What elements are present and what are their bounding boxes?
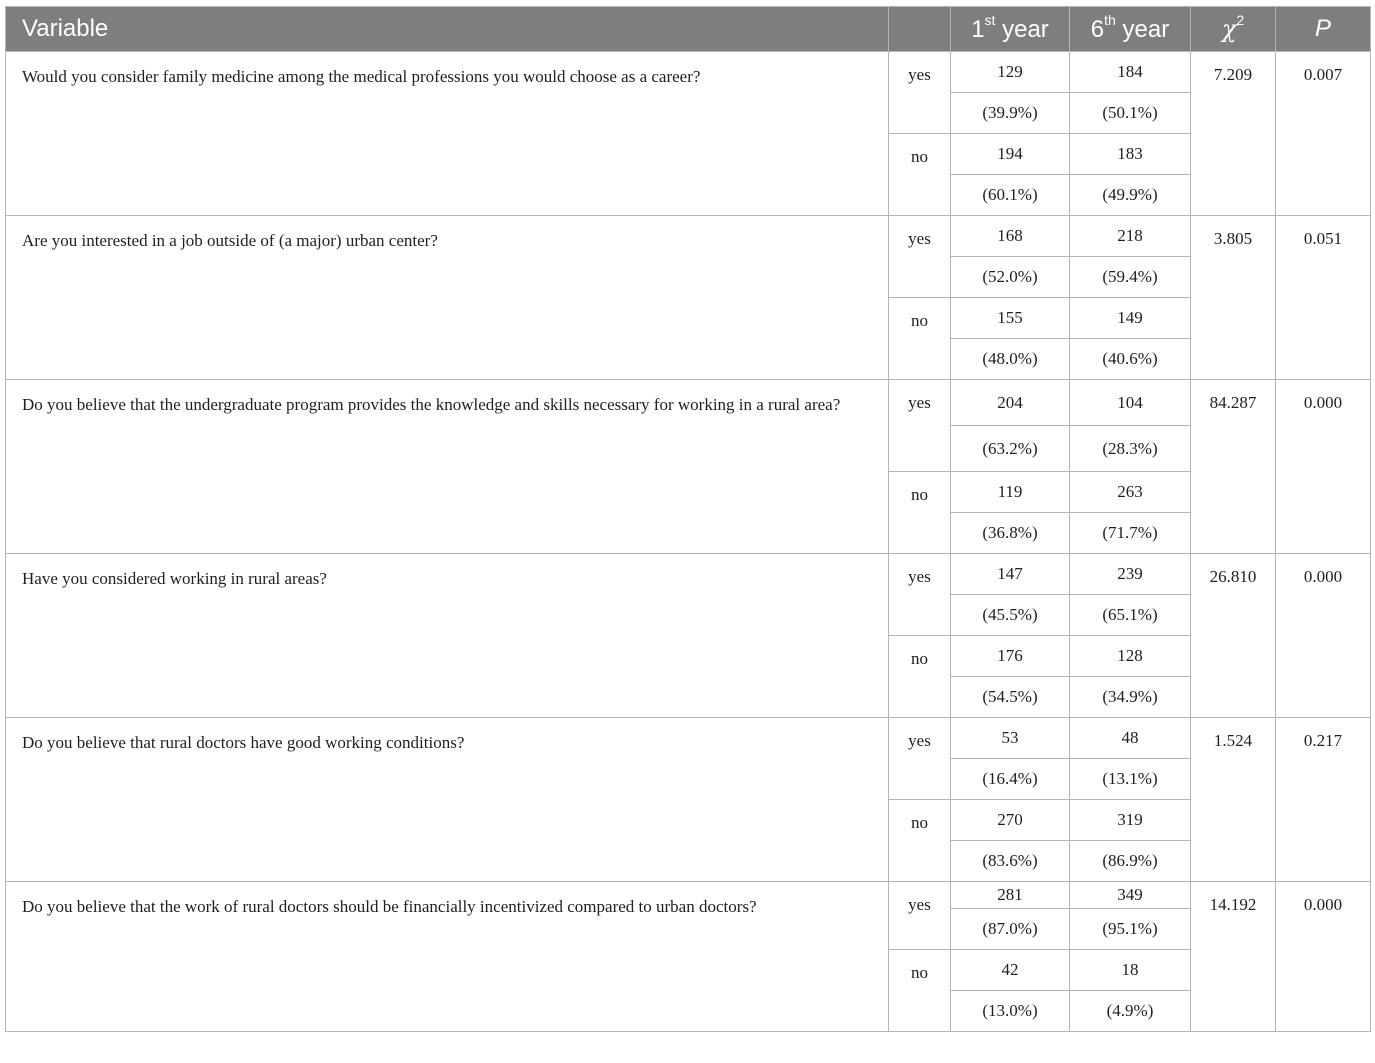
question-cell: Do you believe that the work of rural doctors should be financially incentivized compared to urban doctors? <box>6 882 889 1032</box>
year6-percent: (65.1%) <box>1070 595 1191 636</box>
answer-no: no <box>889 472 951 554</box>
table-row <box>6 718 1371 759</box>
chi-square-value: 14.192 <box>1191 882 1276 1032</box>
p-value: 0.007 <box>1276 52 1371 216</box>
year6-percent: (50.1%) <box>1070 93 1191 134</box>
p-value: 0.000 <box>1276 882 1371 1032</box>
header-variable: Variable <box>6 7 889 52</box>
year6-count: 149 <box>1070 298 1191 339</box>
results-table <box>5 6 1371 1032</box>
header-year6: 6th year <box>1070 7 1191 52</box>
question-cell: Would you consider family medicine among the medical professions you would choose as a career? <box>6 52 889 216</box>
answer-yes: yes <box>889 380 951 472</box>
chi-square-value: 7.209 <box>1191 52 1276 216</box>
year1-percent: (36.8%) <box>951 513 1070 554</box>
year1-count: 119 <box>951 472 1070 513</box>
p-value: 0.217 <box>1276 718 1371 882</box>
year1-count: 270 <box>951 800 1070 841</box>
answer-no: no <box>889 298 951 380</box>
year6-count: 349 <box>1070 882 1191 909</box>
table-header <box>6 7 1371 52</box>
table-row <box>6 882 1371 909</box>
year6-percent: (71.7%) <box>1070 513 1191 554</box>
year6-count: 319 <box>1070 800 1191 841</box>
p-value: 0.000 <box>1276 554 1371 718</box>
chi-square-value: 1.524 <box>1191 718 1276 882</box>
question-cell: Are you interested in a job outside of (a major) urban center? <box>6 216 889 380</box>
year1-percent: (83.6%) <box>951 841 1070 882</box>
answer-no: no <box>889 800 951 882</box>
answer-no: no <box>889 950 951 1032</box>
answer-yes: yes <box>889 882 951 950</box>
year6-count: 239 <box>1070 554 1191 595</box>
year6-percent: (49.9%) <box>1070 175 1191 216</box>
year6-count: 218 <box>1070 216 1191 257</box>
year1-percent: (54.5%) <box>951 677 1070 718</box>
year1-count: 53 <box>951 718 1070 759</box>
year1-percent: (39.9%) <box>951 93 1070 134</box>
table-body <box>6 52 1371 1032</box>
p-value: 0.051 <box>1276 216 1371 380</box>
year1-count: 204 <box>951 380 1070 426</box>
year1-percent: (13.0%) <box>951 991 1070 1032</box>
year6-percent: (34.9%) <box>1070 677 1191 718</box>
year6-count: 48 <box>1070 718 1191 759</box>
year6-percent: (4.9%) <box>1070 991 1191 1032</box>
header-chi-square: $\chi^2$ <box>1191 7 1276 52</box>
year6-count: 18 <box>1070 950 1191 991</box>
year6-count: 128 <box>1070 636 1191 677</box>
answer-no: no <box>889 636 951 718</box>
header-answer <box>889 7 951 52</box>
year6-percent: (13.1%) <box>1070 759 1191 800</box>
table-row <box>6 554 1371 595</box>
chi-square-value: 26.810 <box>1191 554 1276 718</box>
year1-count: 155 <box>951 298 1070 339</box>
year6-percent: (95.1%) <box>1070 909 1191 950</box>
year1-percent: (52.0%) <box>951 257 1070 298</box>
year1-count: 129 <box>951 52 1070 93</box>
chi-square-value: 84.287 <box>1191 380 1276 554</box>
year6-count: 263 <box>1070 472 1191 513</box>
header-year1: 1st year <box>951 7 1070 52</box>
year6-percent: (86.9%) <box>1070 841 1191 882</box>
year1-count: 147 <box>951 554 1070 595</box>
year6-percent: (28.3%) <box>1070 426 1191 472</box>
year1-percent: (60.1%) <box>951 175 1070 216</box>
chi-square-value: 3.805 <box>1191 216 1276 380</box>
year1-count: 194 <box>951 134 1070 175</box>
table-row <box>6 216 1371 257</box>
year1-count: 176 <box>951 636 1070 677</box>
year1-percent: (87.0%) <box>951 909 1070 950</box>
year6-count: 183 <box>1070 134 1191 175</box>
table-row <box>6 52 1371 93</box>
year1-percent: (16.4%) <box>951 759 1070 800</box>
year1-percent: (63.2%) <box>951 426 1070 472</box>
year6-percent: (40.6%) <box>1070 339 1191 380</box>
year1-percent: (48.0%) <box>951 339 1070 380</box>
year1-count: 281 <box>951 882 1070 909</box>
year1-percent: (45.5%) <box>951 595 1070 636</box>
p-value: 0.000 <box>1276 380 1371 554</box>
answer-yes: yes <box>889 554 951 636</box>
table-row <box>6 380 1371 426</box>
question-cell: Have you considered working in rural areas? <box>6 554 889 718</box>
header-p-value: P <box>1276 7 1371 52</box>
answer-yes: yes <box>889 52 951 134</box>
question-cell: Do you believe that rural doctors have good working conditions? <box>6 718 889 882</box>
header-row <box>6 7 1371 52</box>
year1-count: 168 <box>951 216 1070 257</box>
answer-yes: yes <box>889 718 951 800</box>
answer-no: no <box>889 134 951 216</box>
question-cell: Do you believe that the undergraduate program provides the knowledge and skills necessary for working in a rural area? <box>6 380 889 554</box>
year6-count: 184 <box>1070 52 1191 93</box>
year6-percent: (59.4%) <box>1070 257 1191 298</box>
year6-count: 104 <box>1070 380 1191 426</box>
answer-yes: yes <box>889 216 951 298</box>
year1-count: 42 <box>951 950 1070 991</box>
